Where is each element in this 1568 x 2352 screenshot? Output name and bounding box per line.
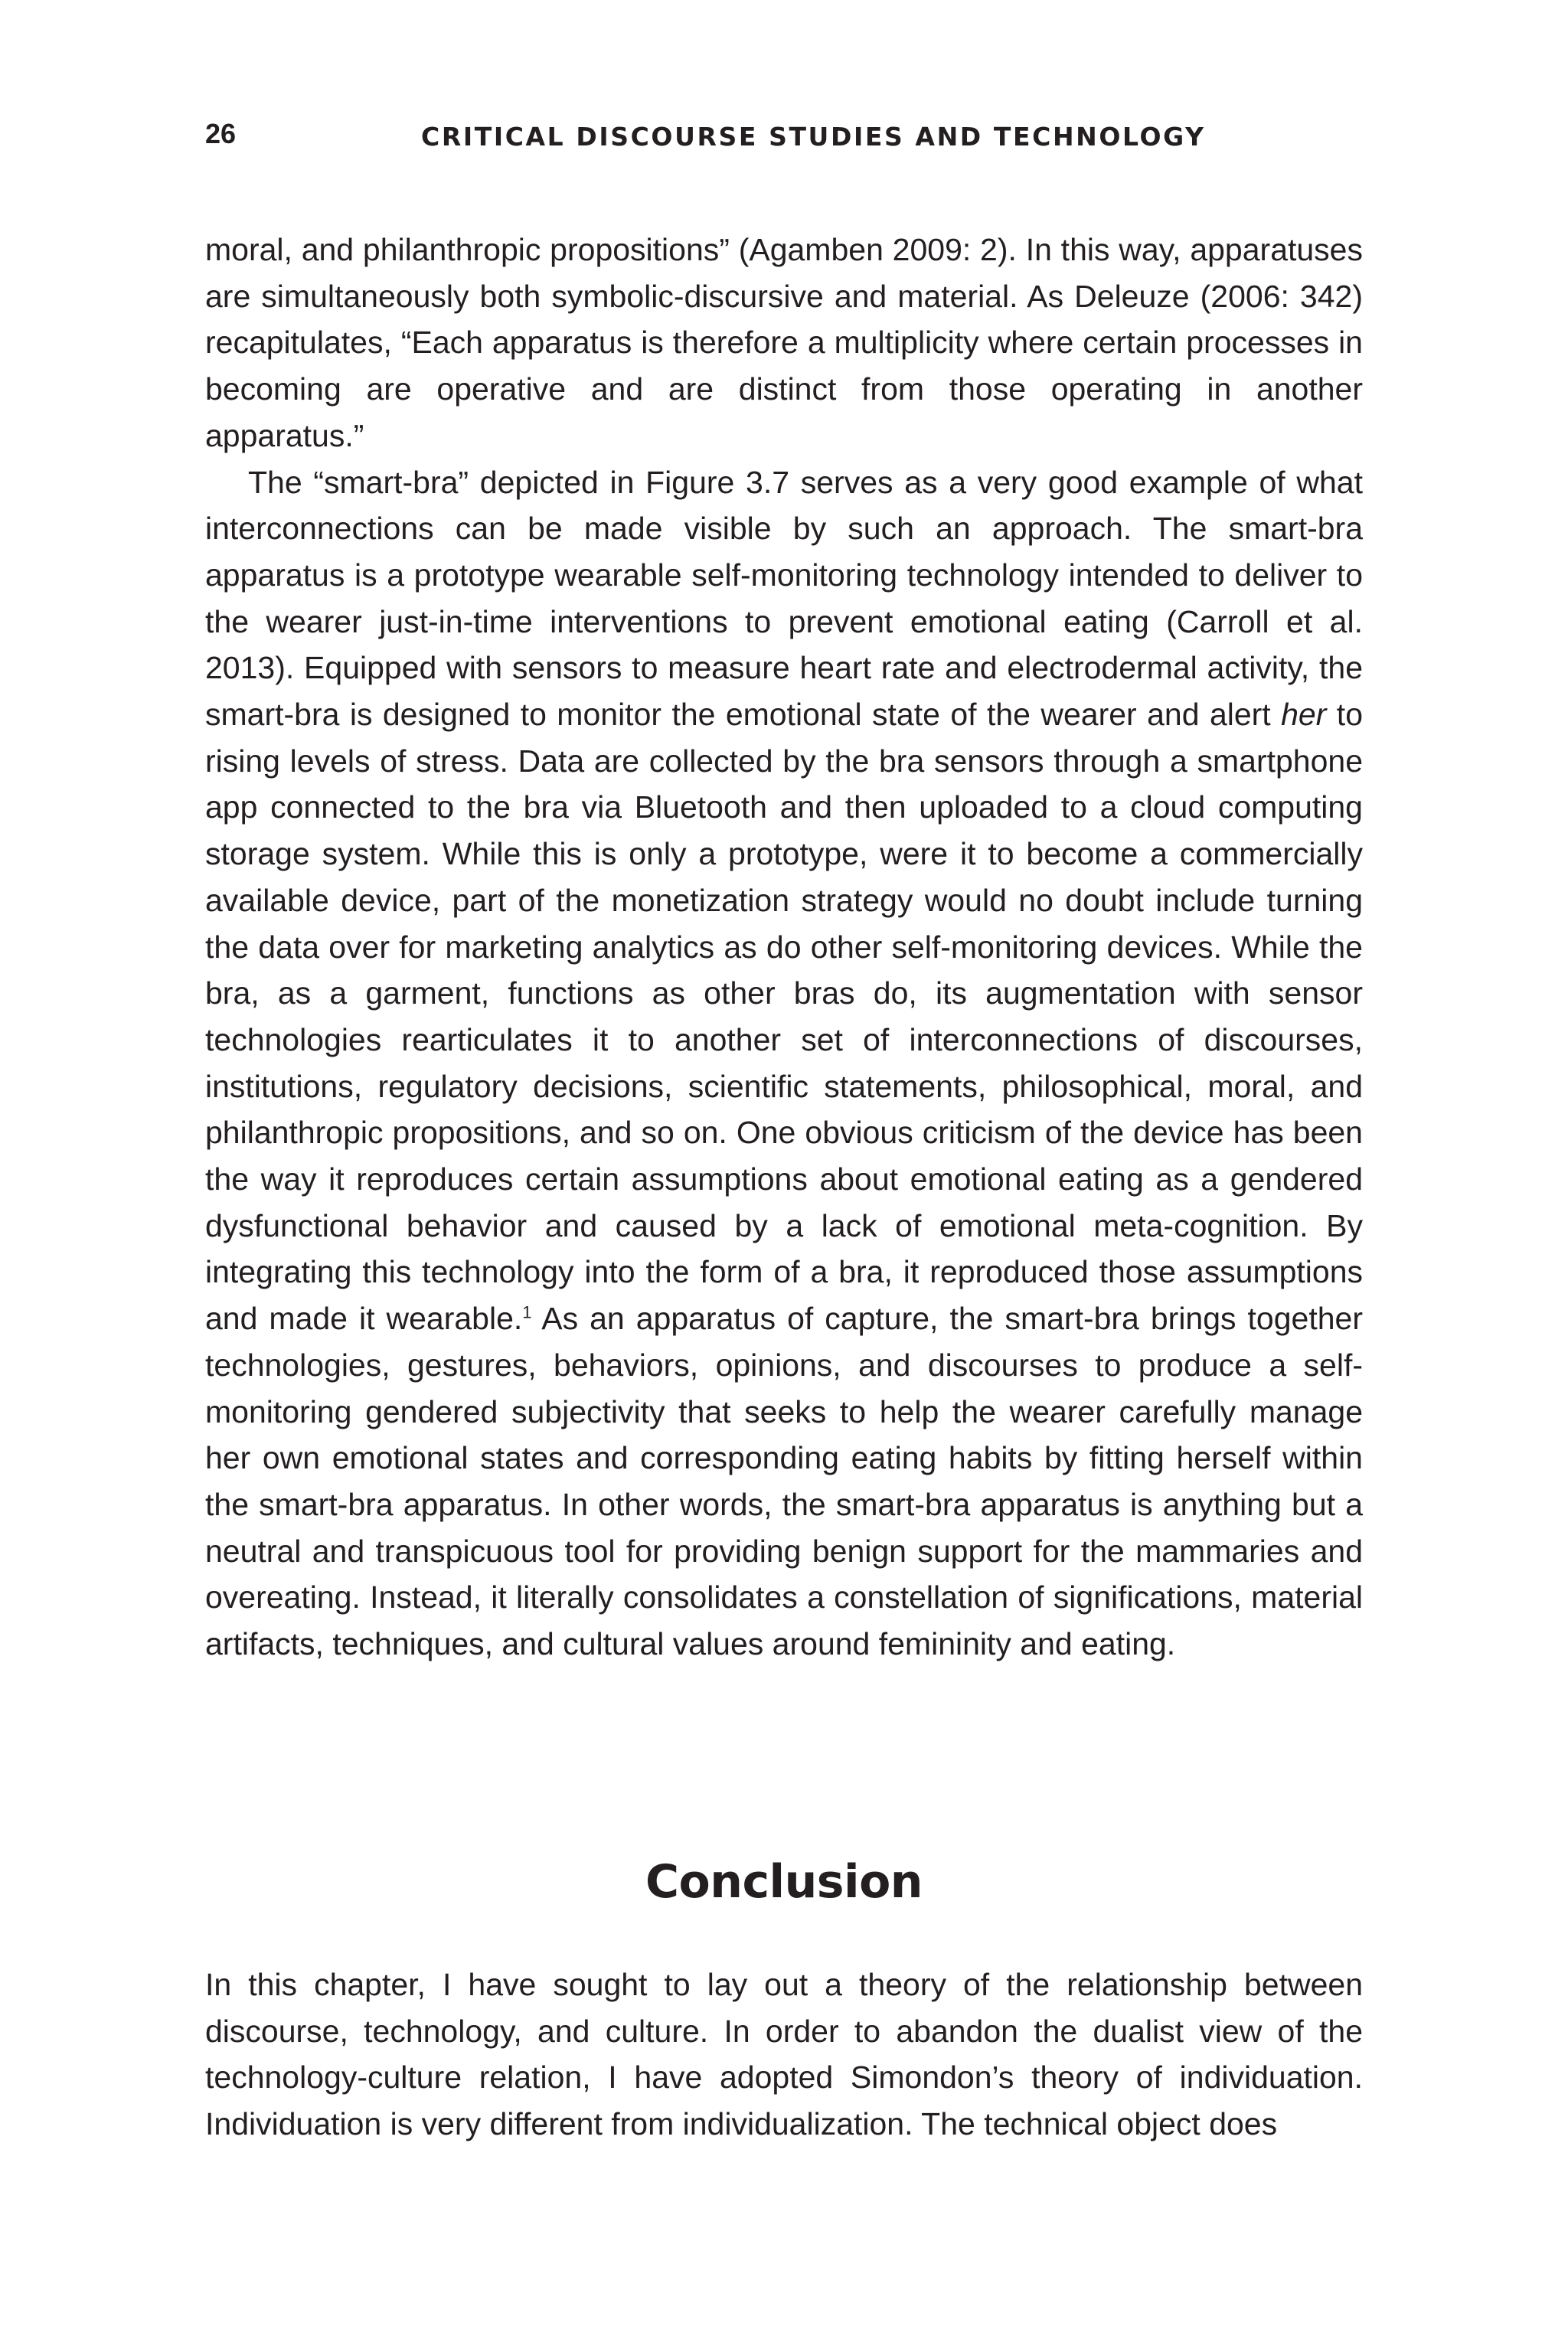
- paragraph-continued: moral, and philanthropic propositions” (Agamben 2009: 2). In this way, apparatuses are simultaneously both symbolic-discursive and material. As Deleuze (2006: 342) recapitulates, “Each apparatus is therefore a multiplicity where certain processes in becoming are operative and are distinct from those operating in another apparatus.”: [205, 232, 1363, 453]
- paragraph-text-part-3: As an apparatus of capture, the smart-bra brings together technologies, gestures, behaviors, opinions, and discourses to produce a self-monitoring gendered subjectivity that seeks to help the wearer carefully manage her own emotional states and corresponding eating habits by fitting herself within the smart-bra apparatus. In other words, the smart-bra apparatus is anything but a neutral and transpicuous tool for providing benign support for the mammaries and overeating. Instead, it literally consolidates a constellation of significations, material artifacts, techniques, and cultural values around femininity and eating.: [205, 1301, 1363, 1662]
- paragraph-text-part-2: to rising levels of stress. Data are collected by the bra sensors through a smartphone app connected to the bra via Bluetooth and then uploaded to a cloud computing storage system. While this is only a prototype, were it to become a commercially available device, part of the monetization strategy would no doubt include turning the data over for marketing analytics as do other self-monitoring devices. While the bra, as a garment, functions as other bras do, its augmentation with sensor technologies rearticulates it to another set of interconnections of discourses, institutions, regulatory decisions, scientific statements, philosophical, moral, and philanthropic propositions, and so on. One obvious criticism of the device has been the way it reproduces certain assumptions about emotional eating as a gendered dysfunctional behavior and caused by a lack of emotional meta-cognition. By integrating this technology into the form of a bra, it reproduced those assumptions and made it wearable.: [205, 697, 1364, 1337]
- footnote-reference[interactable]: 1: [522, 1302, 532, 1322]
- emphasis-text: her: [1281, 697, 1327, 733]
- running-title: CRITICAL DISCOURSE STUDIES AND TECHNOLOGY: [421, 122, 1206, 152]
- conclusion-paragraph: In this chapter, I have sought to lay out a theory of the relationship between discourse, technology, and culture. In order to abandon the dualist view of the technology-culture relation, I have adopted Simondon’s theory of individuation. Individuation is very different from individualization. The technical object does: [205, 1967, 1363, 2142]
- body-text: [205, 227, 1363, 1668]
- paragraph-smart-bra: [205, 459, 1363, 1668]
- paragraph-text-part-1: The “smart-bra” depicted in Figure 3.7 serves as a very good example of what interconnections can be made visible by such an approach. The smart-bra apparatus is a prototype wearable self-monitoring technology intended to deliver to the wearer just-in-time interventions to prevent emotional eating (Carroll et al. 2013). Equipped with sensors to measure heart rate and electrodermal activity, the smart-bra is designed to monitor the emotional state of the wearer and alert: [205, 464, 1363, 733]
- conclusion-body: [205, 1962, 1363, 2148]
- running-header: [205, 115, 1363, 153]
- page-number: 26: [205, 118, 237, 149]
- section-heading: Conclusion: [645, 1855, 923, 1909]
